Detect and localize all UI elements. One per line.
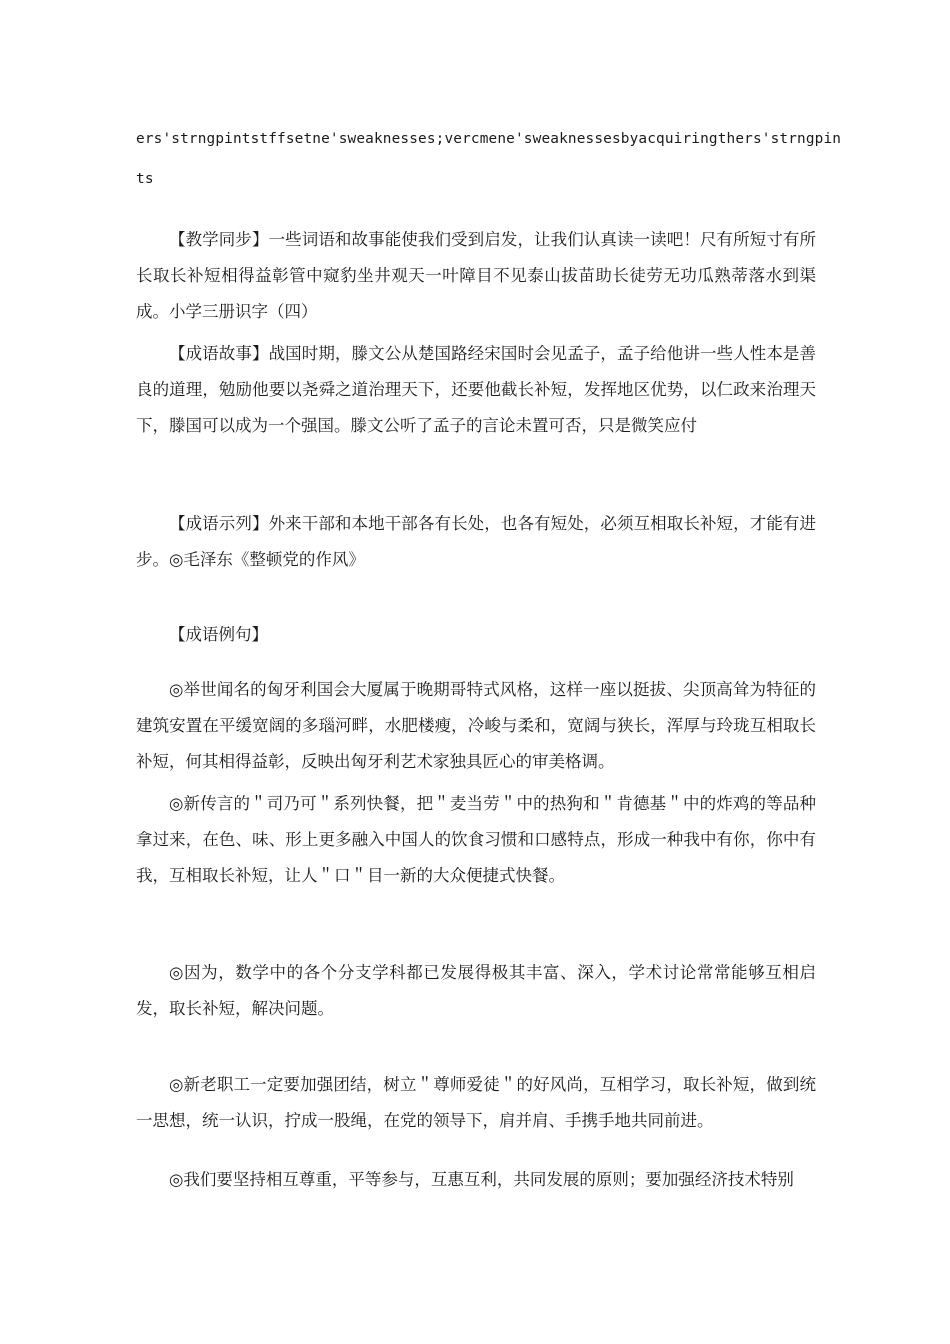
english-text-line-2: ts: [136, 171, 154, 187]
example-sentence-2: ◎新传言的＂司乃可＂系列快餐，把＂麦当劳＂中的热狗和＂肯德基＂中的炸鸡的等品种拿过来，在色、味、形上更多融入中国人的饮食习惯和口感特点，形成一种我中有你，你中有我，互相取长补短，让人＂口＂目一新的大众便捷式快餐。: [136, 794, 816, 885]
idiom-story-tag: 【成语故事】: [169, 344, 269, 363]
example-sentence-4: ◎新老职工一定要加强团结，树立＂尊师爱徒＂的好风尚，互相学习，取长补短，做到统一思想，统一认识，拧成一股绳，在党的领导下，肩并肩、手携手地共同前进。: [136, 1075, 816, 1130]
idiom-example-paragraph: [136, 506, 816, 578]
idiom-story-paragraph: [136, 336, 816, 444]
idiom-example-text: 外来干部和本地干部各有长处，也各有短处，必须互相取长补短，才能有进步。◎毛泽东《整顿党的作风》: [136, 514, 817, 569]
english-text-line-1: ers'strngpintstffsetne'sweaknesses;vercmene'sweaknessesbyacquiringthers'strngpin: [136, 131, 842, 147]
example-sentence-5: ◎我们要坚持相互尊重，平等参与，互惠互利，共同发展的原则；要加强经济技术特别: [169, 1170, 794, 1189]
example-sentence-1: ◎举世闻名的匈牙利国会大厦属于晚期哥特式风格，这样一座以挺拔、尖顶高耸为特征的建筑安置在平缓宽阔的多瑙河畔，水肥楼瘦，冷峻与柔和，宽阔与狭长，浑厚与玲珑互相取长补短，何其相得益彰，反映出匈牙利艺术家独具匠心的审美格调。: [136, 680, 816, 771]
idiom-sentences-heading: 【成语例句】: [169, 625, 268, 644]
teaching-sync-text: 一些词语和故事能使我们受到启发，让我们认真读一读吧！尺有所短寸有所长取长补短相得益彰管中窥豹坐井观天一叶障目不见泰山拔苗助长徒劳无功瓜熟蒂落水到渠成。小学三册识字（四）: [136, 230, 817, 321]
teaching-sync-paragraph: [136, 222, 816, 330]
teaching-sync-tag: 【教学同步】: [169, 230, 269, 249]
idiom-example-tag: 【成语示列】: [169, 514, 269, 533]
example-sentence-3: ◎因为，数学中的各个分支学科都已发展得极其丰富、深入，学术讨论常常能够互相启发，取长补短，解决问题。: [136, 963, 816, 1018]
idiom-story-text: 战国时期，滕文公从楚国路经宋国时会见孟子，孟子给他讲一些人性本是善良的道理，勉励他要以尧舜之道治理天下，还要他截长补短，发挥地区优势，以仁政来治理天下，滕国可以成为一个强国。滕文公听了孟子的言论未置可否，只是微笑应付: [136, 344, 817, 435]
